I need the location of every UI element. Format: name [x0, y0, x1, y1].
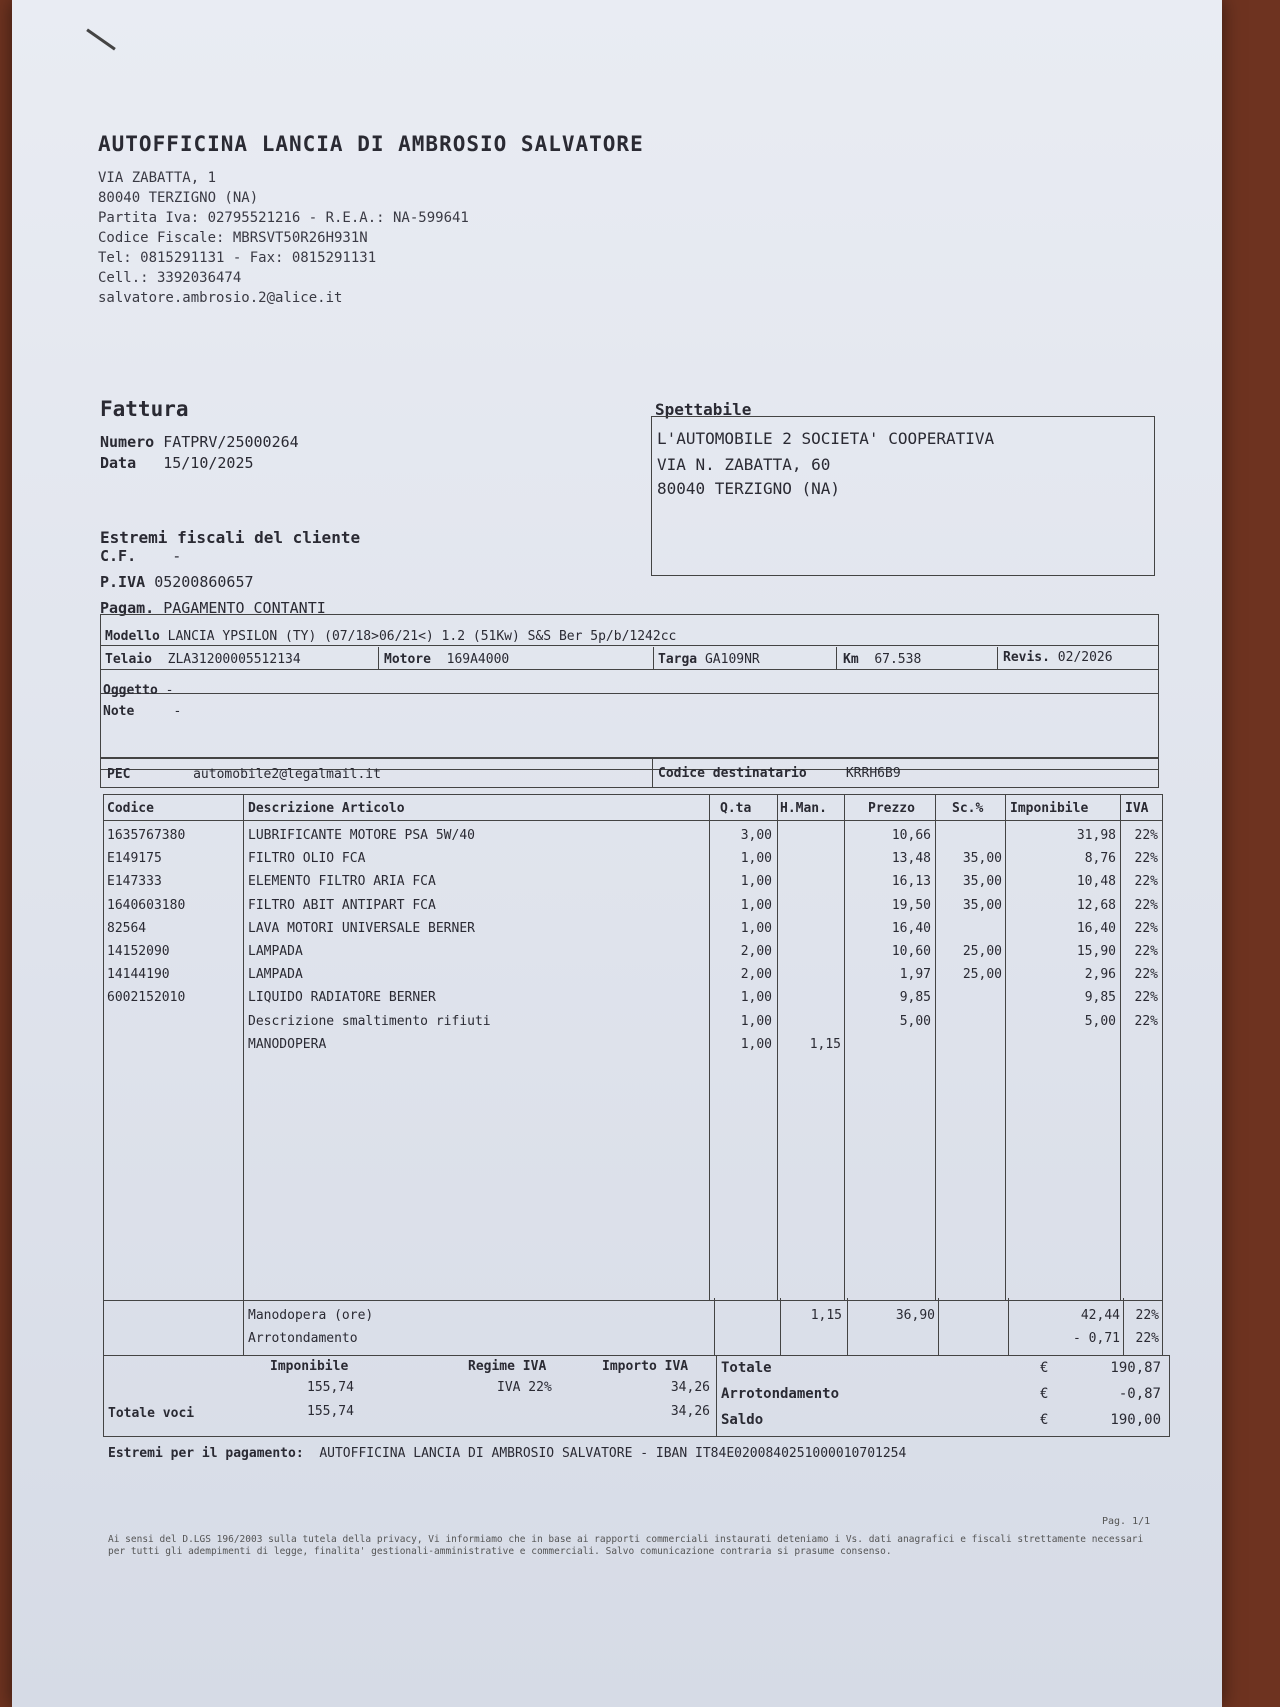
rounding-taxable: - 0,71	[1073, 1331, 1120, 1346]
recipient-name: L'AUTOMOBILE 2 SOCIETA' COOPERATIVA	[657, 429, 995, 448]
item-discount: 25,00	[962, 944, 1002, 959]
invoice-number: Numero FATPRV/25000264	[100, 433, 299, 451]
item-qty: 3,00	[740, 828, 772, 843]
table-row	[104, 944, 1162, 967]
item-code: 6002152010	[107, 990, 186, 1006]
client-payment: Pagam. PAGAMENTO CONTANTI	[100, 599, 326, 617]
item-qty: 1,00	[740, 874, 772, 890]
item-taxable: 15,90	[1076, 944, 1116, 959]
item-qty: 1,00	[740, 1036, 772, 1052]
pec: PEC automobile2@legalmail.it	[107, 767, 381, 782]
taxable-value: 155,74	[307, 1380, 354, 1395]
item-qty: 1,00	[740, 897, 772, 913]
item-taxable: 31,98	[1076, 828, 1116, 843]
item-price: 19,50	[891, 897, 931, 913]
fiscal-heading: Estremi fiscali del cliente	[100, 528, 361, 547]
balance-currency: €	[1040, 1412, 1049, 1428]
item-description: MANODOPERA	[248, 1036, 327, 1052]
item-qty: 1,00	[740, 1013, 772, 1029]
invoice-date: Data 15/10/2025	[100, 454, 254, 472]
item-taxable: 12,68	[1076, 897, 1116, 913]
item-vat: 22%	[1134, 828, 1158, 843]
item-code: 14152090	[107, 944, 170, 959]
final-rounding-value: -0,87	[1118, 1386, 1161, 1402]
item-description: FILTRO OLIO FCA	[248, 851, 366, 867]
item-price: 10,66	[891, 828, 931, 843]
total-items-taxable: 155,74	[307, 1404, 354, 1419]
item-qty: 1,00	[740, 990, 772, 1006]
item-price: 13,48	[891, 851, 931, 867]
vat-regime-label: Regime IVA	[468, 1359, 547, 1374]
item-discount: 35,00	[962, 874, 1002, 890]
item-description: LAMPADA	[248, 944, 303, 959]
total-items-label: Totale voci	[108, 1406, 195, 1421]
page-number: Pag. 1/1	[1102, 1516, 1151, 1527]
item-vat: 22%	[1134, 1013, 1158, 1029]
item-discount: 35,00	[962, 851, 1002, 867]
company-vat: Partita Iva: 02795521216 - R.E.A.: NA-599641	[98, 210, 469, 226]
item-description: ELEMENTO FILTRO ARIA FCA	[248, 874, 436, 890]
item-taxable: 16,40	[1076, 920, 1116, 936]
item-taxable: 9,85	[1084, 990, 1116, 1006]
item-taxable: 10,48	[1076, 874, 1116, 890]
item-price: 5,00	[899, 1013, 931, 1029]
company-email: salvatore.ambrosio.2@alice.it	[98, 290, 343, 306]
item-code: 14144190	[107, 967, 170, 983]
item-labour-hours: 1,15	[809, 1036, 841, 1052]
item-price: 9,85	[899, 990, 931, 1006]
item-taxable: 8,76	[1084, 851, 1116, 867]
company-name: AUTOFFICINA LANCIA DI AMBROSIO SALVATORE	[98, 132, 644, 156]
col-header-vat: IVA	[1125, 801, 1149, 816]
col-header-labour-hours: H.Man.	[780, 801, 827, 816]
item-vat: 22%	[1134, 990, 1158, 1006]
company-fiscal-code: Codice Fiscale: MBRSVT50R26H931N	[98, 230, 368, 246]
total-items-vat: 34,26	[670, 1404, 710, 1419]
item-taxable: 5,00	[1084, 1013, 1116, 1029]
item-discount: 35,00	[962, 897, 1002, 913]
recipient-city: 80040 TERZIGNO (NA)	[657, 479, 841, 498]
balance-label: Saldo	[721, 1412, 764, 1428]
labour-subtotals	[103, 1298, 1163, 1356]
item-code: 82564	[107, 920, 147, 936]
col-header-taxable: Imponibile	[1010, 801, 1089, 816]
pec-row	[100, 758, 1159, 788]
grand-total-currency: €	[1040, 1360, 1049, 1376]
recipient-code: Codice destinatario KRRH6B9	[658, 766, 901, 781]
grand-total-label: Totale	[721, 1360, 772, 1376]
table-row	[104, 1014, 1162, 1037]
item-vat: 22%	[1134, 897, 1158, 913]
rounding-label: Arrotondamento	[248, 1331, 358, 1346]
item-vat: 22%	[1134, 920, 1158, 936]
table-row	[104, 921, 1162, 944]
item-price: 1,97	[899, 967, 931, 983]
item-qty: 2,00	[740, 944, 772, 959]
item-code: E149175	[107, 851, 162, 867]
item-qty: 1,00	[740, 920, 772, 936]
table-row	[104, 990, 1162, 1013]
item-description: LUBRIFICANTE MOTORE PSA 5W/40	[248, 828, 475, 843]
table-row	[104, 851, 1162, 874]
item-discount: 25,00	[962, 967, 1002, 983]
company-mobile: Cell.: 3392036474	[98, 270, 242, 286]
labour-label: Manodopera (ore)	[248, 1308, 374, 1323]
vehicle-plate: Targa GA109NR	[658, 652, 760, 667]
taxable-label: Imponibile	[270, 1359, 349, 1374]
invoice-paper	[12, 0, 1222, 1707]
grand-total-value: 190,87	[1110, 1360, 1161, 1376]
item-description: LIQUIDO RADIATORE BERNER	[248, 990, 436, 1006]
vehicle-km: Km 67.538	[843, 652, 922, 667]
table-row	[104, 874, 1162, 897]
vehicle-chassis: Telaio ZLA31200005512134	[105, 652, 301, 667]
col-header-qty: Q.ta	[720, 801, 752, 816]
vat-amount-value: 34,26	[670, 1380, 710, 1395]
col-header-description: Descrizione Articolo	[248, 801, 405, 816]
items-table	[103, 794, 1163, 1301]
table-row	[104, 1037, 1162, 1060]
company-phone: Tel: 0815291131 - Fax: 0815291131	[98, 250, 377, 266]
client-cf: C.F. -	[100, 547, 182, 565]
item-price: 10,60	[891, 944, 931, 959]
privacy-notice: Ai sensi del D.LGS 196/2003 sulla tutela della privacy, Vi informiamo che in base ai rapporti commerciali instaurati deteniamo i Vs. dati anagrafici e fiscali strettamente necessari per tutti gli adempimenti di legge, finalita' gestionali-amministrative e commerciali. Salvo comunicazione contraria si prasume consenso.	[108, 1534, 1144, 1557]
balance-value: 190,00	[1110, 1412, 1161, 1428]
recipient-address: VIA N. ZABATTA, 60	[657, 455, 831, 474]
item-code: 1635767380	[107, 828, 186, 843]
labour-vat: 22%	[1135, 1308, 1159, 1323]
totals-box	[103, 1355, 1170, 1437]
item-vat: 22%	[1134, 967, 1158, 983]
notes: Note -	[103, 704, 182, 719]
item-qty: 2,00	[740, 967, 772, 983]
pen-mark	[86, 29, 116, 51]
company-city: 80040 TERZIGNO (NA)	[98, 190, 259, 206]
vehicle-revision: Revis. 02/2026	[1003, 650, 1113, 665]
table-row	[104, 967, 1162, 990]
item-description: LAVA MOTORI UNIVERSALE BERNER	[248, 920, 475, 936]
item-code: 1640603180	[107, 897, 186, 913]
item-description: LAMPADA	[248, 967, 303, 983]
item-code: E147333	[107, 874, 162, 890]
table-row	[104, 828, 1162, 851]
payment-details: Estremi per il pagamento: AUTOFFICINA LANCIA DI AMBROSIO SALVATORE - IBAN IT84E0200840251000010701254	[108, 1446, 907, 1461]
document-type: Fattura	[100, 397, 189, 421]
company-address: VIA ZABATTA, 1	[98, 170, 217, 186]
vehicle-model: Modello LANCIA YPSILON (TY) (07/18>06/21<) 1.2 (51Kw) S&S Ber 5p/b/1242cc	[105, 629, 677, 644]
item-price: 16,40	[891, 920, 931, 936]
col-header-price: Prezzo	[868, 801, 915, 816]
item-qty: 1,00	[740, 851, 772, 867]
item-description: FILTRO ABIT ANTIPART FCA	[248, 897, 436, 913]
item-vat: 22%	[1134, 874, 1158, 890]
labour-taxable: 42,44	[1080, 1308, 1120, 1323]
recipient-heading: Spettabile	[655, 400, 752, 419]
rounding-vat: 22%	[1135, 1331, 1159, 1346]
vat-amount-label: Importo IVA	[602, 1359, 689, 1374]
item-vat: 22%	[1134, 851, 1158, 867]
final-rounding-currency: €	[1040, 1386, 1049, 1402]
item-vat: 22%	[1134, 944, 1158, 959]
client-piva: P.IVA 05200860657	[100, 573, 254, 591]
vehicle-box	[100, 614, 1159, 770]
final-rounding-label: Arrotondamento	[721, 1386, 840, 1402]
labour-hours: 1,15	[810, 1308, 842, 1323]
vehicle-engine: Motore 169A4000	[384, 652, 510, 667]
subject: Oggetto -	[103, 683, 174, 698]
vat-regime-value: IVA 22%	[497, 1380, 552, 1395]
col-header-discount: Sc.%	[952, 801, 984, 816]
item-description: Descrizione smaltimento rifiuti	[248, 1013, 491, 1029]
item-taxable: 2,96	[1084, 967, 1116, 983]
table-row	[104, 898, 1162, 921]
col-header-code: Codice	[107, 801, 154, 816]
labour-rate: 36,90	[895, 1308, 935, 1323]
item-price: 16,13	[891, 874, 931, 890]
